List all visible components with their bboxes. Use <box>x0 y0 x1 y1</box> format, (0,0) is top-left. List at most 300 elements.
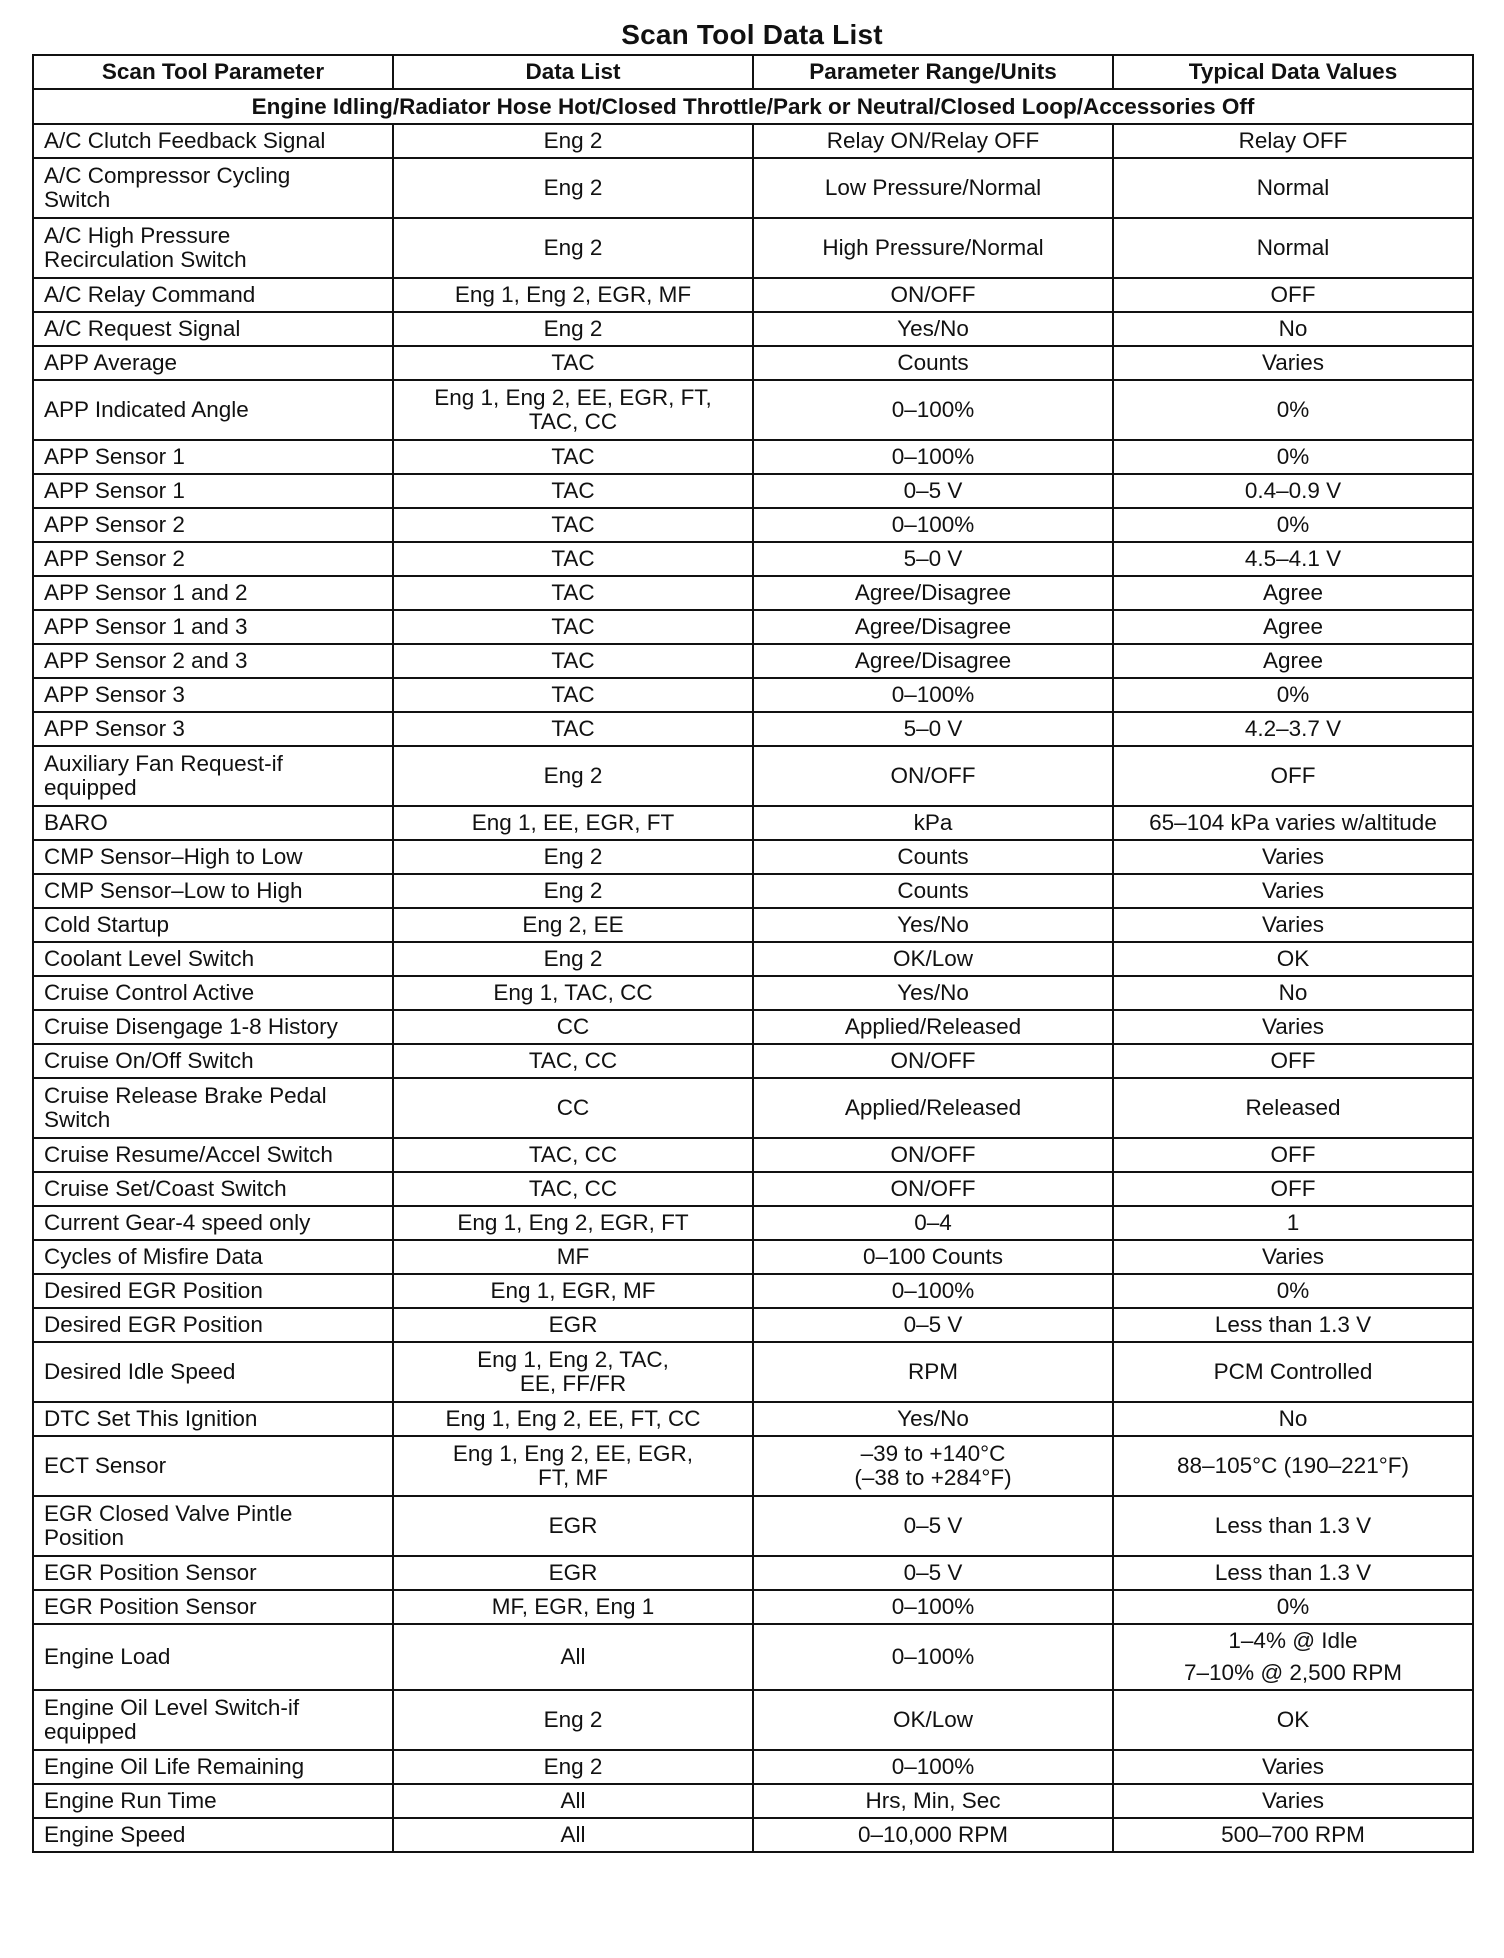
cell-text: APP Sensor 1 and 3 <box>44 614 248 639</box>
cell-text: Eng 1, EGR, MF <box>490 1278 656 1303</box>
cell-typical-value <box>1113 1010 1473 1044</box>
operating-condition: Engine Idling/Radiator Hose Hot/Closed Throttle/Park or Neutral/Closed Loop/Accessories Off <box>33 89 1473 124</box>
cell-text: equipped <box>44 775 137 800</box>
cell-text: Applied/Released <box>844 1014 1022 1039</box>
cell-text: Eng 1, Eng 2, TAC, <box>477 1347 669 1372</box>
table-row <box>33 1138 1473 1172</box>
table-row <box>33 542 1473 576</box>
cell-range-units <box>753 840 1113 874</box>
cell-text: Eng 1, Eng 2, EE, FT, CC <box>445 1406 701 1431</box>
table-row <box>33 1784 1473 1818</box>
cell-text: Varies <box>1261 350 1325 375</box>
cell-text: Yes/No <box>897 1406 969 1431</box>
cell-text: APP Indicated Angle <box>44 397 249 422</box>
cell-text: Yes/No <box>897 980 969 1005</box>
cell-text: TAC <box>551 648 595 673</box>
table-row <box>33 942 1473 976</box>
cell-text: Normal <box>1256 235 1330 260</box>
cell-text: Cruise Disengage 1-8 History <box>44 1014 338 1039</box>
cell-text: FT, MF <box>538 1465 608 1490</box>
cell-text: No <box>1278 980 1308 1005</box>
cell-range-units <box>753 1818 1113 1852</box>
cell-text: Agree <box>1262 648 1324 673</box>
cell-text: No <box>1278 316 1308 341</box>
cell-text: 5–0 V <box>903 546 963 571</box>
cell-typical-value <box>1113 1274 1473 1308</box>
cell-range-units <box>753 124 1113 158</box>
cell-typical-value <box>1113 508 1473 542</box>
cell-data-list <box>393 1818 753 1852</box>
cell-text: All <box>560 1822 586 1847</box>
cell-text: ON/OFF <box>890 1142 976 1167</box>
table-row <box>33 346 1473 380</box>
cell-text: Cruise Resume/Accel Switch <box>44 1142 333 1167</box>
cell-text: OFF <box>1270 1176 1316 1201</box>
cell-text: Eng 1, EE, EGR, FT <box>471 810 675 835</box>
cell-range-units <box>753 1690 1113 1750</box>
cell-text: OFF <box>1270 282 1316 307</box>
cell-range-units <box>753 976 1113 1010</box>
cell-text: APP Average <box>44 350 178 375</box>
cell-data-list <box>393 1240 753 1274</box>
cell-range-units <box>753 1138 1113 1172</box>
cell-text: Cruise Control Active <box>44 980 255 1005</box>
cell-text: 0–5 V <box>903 478 963 503</box>
cell-range-units <box>753 1044 1113 1078</box>
cell-range-units <box>753 1274 1113 1308</box>
cell-range-units <box>753 1750 1113 1784</box>
cell-text: A/C Compressor Cycling <box>44 163 291 188</box>
column-header-parameter: Scan Tool Parameter <box>33 55 393 89</box>
cell-parameter <box>33 542 393 576</box>
table-header <box>33 55 1473 124</box>
cell-text: Low Pressure/Normal <box>824 175 1042 200</box>
cell-text: Cruise Set/Coast Switch <box>44 1176 287 1201</box>
cell-typical-value <box>1113 1240 1473 1274</box>
cell-text: TAC <box>551 682 595 707</box>
cell-data-list <box>393 1624 753 1690</box>
cell-typical-value <box>1113 1590 1473 1624</box>
table-row <box>33 1402 1473 1436</box>
cell-text: Varies <box>1261 1788 1325 1813</box>
cell-range-units <box>753 1402 1113 1436</box>
cell-text: Agree/Disagree <box>854 614 1012 639</box>
cell-text: Eng 1, Eng 2, EE, EGR, FT, <box>434 385 712 410</box>
cell-typical-value <box>1113 712 1473 746</box>
table-row <box>33 474 1473 508</box>
cell-text: ON/OFF <box>890 1176 976 1201</box>
table-row <box>33 610 1473 644</box>
cell-text: Switch <box>44 1107 111 1132</box>
cell-text: Eng 2 <box>543 844 603 869</box>
cell-parameter <box>33 1436 393 1496</box>
column-header-typical-values: Typical Data Values <box>1113 55 1473 89</box>
cell-text: Eng 1, Eng 2, EGR, MF <box>454 282 692 307</box>
cell-text: TAC <box>551 350 595 375</box>
cell-text: Eng 2 <box>543 128 603 153</box>
cell-text: Eng 2 <box>543 763 603 788</box>
cell-typical-value <box>1113 346 1473 380</box>
cell-data-list <box>393 1402 753 1436</box>
cell-parameter <box>33 1402 393 1436</box>
cell-data-list <box>393 346 753 380</box>
cell-text: 7–10% @ 2,500 RPM <box>1184 1660 1402 1685</box>
table-row <box>33 840 1473 874</box>
cell-range-units <box>753 1308 1113 1342</box>
cell-text: APP Sensor 1 <box>44 444 185 469</box>
cell-typical-value <box>1113 1044 1473 1078</box>
cell-text: CMP Sensor–High to Low <box>44 844 303 869</box>
cell-text: Eng 2 <box>543 316 603 341</box>
cell-text: Varies <box>1261 1244 1325 1269</box>
cell-text: Desired Idle Speed <box>44 1359 236 1384</box>
cell-typical-value <box>1113 576 1473 610</box>
cell-text: TAC <box>551 512 595 537</box>
cell-text: Coolant Level Switch <box>44 946 255 971</box>
cell-typical-value <box>1113 1308 1473 1342</box>
operating-condition-row <box>33 89 1473 124</box>
cell-text: Eng 1, TAC, CC <box>493 980 653 1005</box>
cell-text: TAC, CC <box>528 1176 618 1201</box>
cell-typical-value <box>1113 542 1473 576</box>
cell-typical-value <box>1113 976 1473 1010</box>
header-row <box>33 55 1473 89</box>
cell-range-units <box>753 712 1113 746</box>
cell-range-units <box>753 1078 1113 1138</box>
cell-range-units <box>753 542 1113 576</box>
cell-data-list <box>393 1308 753 1342</box>
cell-parameter <box>33 1556 393 1590</box>
table-row <box>33 508 1473 542</box>
cell-text: OK/Low <box>892 946 974 971</box>
cell-parameter <box>33 1624 393 1690</box>
cell-data-list <box>393 874 753 908</box>
cell-parameter <box>33 158 393 218</box>
cell-text: Less than 1.3 V <box>1214 1560 1372 1585</box>
cell-parameter <box>33 1308 393 1342</box>
cell-data-list <box>393 610 753 644</box>
cell-text: ON/OFF <box>890 282 976 307</box>
cell-text: Cold Startup <box>44 912 170 937</box>
cell-text: Agree/Disagree <box>854 580 1012 605</box>
cell-text: RPM <box>908 1359 958 1384</box>
cell-text: Eng 2 <box>543 946 603 971</box>
cell-typical-value <box>1113 1342 1473 1402</box>
cell-text: Counts <box>897 844 969 869</box>
cell-text: OK <box>1276 946 1310 971</box>
cell-data-list <box>393 1750 753 1784</box>
cell-text: 0% <box>1276 682 1310 707</box>
cell-data-list <box>393 1690 753 1750</box>
cell-text: Cruise Release Brake Pedal <box>44 1083 327 1108</box>
cell-typical-value <box>1113 1496 1473 1556</box>
cell-text: 0–5 V <box>903 1560 963 1585</box>
table-row <box>33 1818 1473 1852</box>
cell-text: EGR <box>548 1560 598 1585</box>
cell-text: Recirculation Switch <box>44 247 247 272</box>
cell-data-list <box>393 1556 753 1590</box>
cell-text: Engine Load <box>44 1644 171 1669</box>
cell-range-units <box>753 440 1113 474</box>
cell-parameter <box>33 1690 393 1750</box>
cell-text: TAC, CC <box>528 1142 618 1167</box>
cell-range-units <box>753 1240 1113 1274</box>
cell-text: 500–700 RPM <box>1221 1822 1365 1847</box>
cell-text: 4.5–4.1 V <box>1244 546 1342 571</box>
cell-text: CC <box>556 1014 590 1039</box>
cell-parameter <box>33 1240 393 1274</box>
cell-data-list <box>393 158 753 218</box>
cell-data-list <box>393 1274 753 1308</box>
cell-text: 0% <box>1276 1278 1310 1303</box>
cell-text: 0% <box>1276 444 1310 469</box>
cell-data-list <box>393 1010 753 1044</box>
cell-text: 0–100% <box>891 444 975 469</box>
cell-range-units <box>753 278 1113 312</box>
cell-text: 0–5 V <box>903 1312 963 1337</box>
cell-text: Less than 1.3 V <box>1214 1312 1372 1337</box>
cell-text: Yes/No <box>897 316 969 341</box>
cell-range-units <box>753 508 1113 542</box>
cell-parameter <box>33 1496 393 1556</box>
cell-text: APP Sensor 2 <box>44 512 185 537</box>
table-row <box>33 712 1473 746</box>
table-row <box>33 124 1473 158</box>
cell-data-list <box>393 1590 753 1624</box>
cell-data-list <box>393 312 753 346</box>
cell-typical-value <box>1113 806 1473 840</box>
cell-text: 88–105°C (190–221°F) <box>1177 1453 1409 1478</box>
cell-data-list <box>393 542 753 576</box>
cell-parameter <box>33 840 393 874</box>
table-row <box>33 678 1473 712</box>
cell-text: Engine Oil Level Switch-if <box>44 1695 300 1720</box>
cell-parameter <box>33 678 393 712</box>
cell-text: TAC, CC <box>528 409 618 434</box>
cell-data-list <box>393 1172 753 1206</box>
cell-range-units <box>753 908 1113 942</box>
cell-text: APP Sensor 1 <box>44 478 185 503</box>
cell-text: Current Gear-4 speed only <box>44 1210 311 1235</box>
cell-typical-value <box>1113 312 1473 346</box>
table-row <box>33 1044 1473 1078</box>
table-row <box>33 874 1473 908</box>
cell-text: OFF <box>1270 1048 1316 1073</box>
table-row <box>33 806 1473 840</box>
table-row <box>33 1556 1473 1590</box>
cell-data-list <box>393 908 753 942</box>
scan-tool-data-table <box>32 54 1474 1853</box>
cell-text: 0% <box>1276 397 1310 422</box>
cell-text: TAC <box>551 580 595 605</box>
cell-text: Relay ON/Relay OFF <box>826 128 1040 153</box>
cell-parameter <box>33 1342 393 1402</box>
cell-text: Counts <box>897 350 969 375</box>
cell-typical-value <box>1113 1690 1473 1750</box>
table-row <box>33 644 1473 678</box>
cell-parameter <box>33 908 393 942</box>
cell-parameter <box>33 440 393 474</box>
cell-typical-value <box>1113 610 1473 644</box>
cell-data-list <box>393 278 753 312</box>
cell-text: CMP Sensor–Low to High <box>44 878 303 903</box>
cell-data-list <box>393 1206 753 1240</box>
cell-text: 0–100% <box>891 1594 975 1619</box>
cell-parameter <box>33 1138 393 1172</box>
cell-data-list <box>393 380 753 440</box>
cell-text: Less than 1.3 V <box>1214 1513 1372 1538</box>
cell-parameter <box>33 474 393 508</box>
cell-text: EGR Position Sensor <box>44 1560 257 1585</box>
cell-text: All <box>560 1644 586 1669</box>
cell-text: OFF <box>1270 763 1316 788</box>
cell-text: Agree <box>1262 580 1324 605</box>
cell-typical-value <box>1113 1624 1473 1690</box>
table-row <box>33 1342 1473 1402</box>
cell-text: Eng 2 <box>543 1754 603 1779</box>
cell-text: Eng 1, Eng 2, EGR, FT <box>457 1210 689 1235</box>
cell-parameter <box>33 806 393 840</box>
table-row <box>33 278 1473 312</box>
cell-text: APP Sensor 3 <box>44 682 185 707</box>
cell-typical-value <box>1113 942 1473 976</box>
table-row <box>33 976 1473 1010</box>
cell-text: Yes/No <box>897 912 969 937</box>
cell-parameter <box>33 1206 393 1240</box>
cell-typical-value <box>1113 218 1473 278</box>
cell-text: Cruise On/Off Switch <box>44 1048 254 1073</box>
cell-text: kPa <box>913 810 953 835</box>
cell-text: Eng 2 <box>543 878 603 903</box>
cell-text: equipped <box>44 1719 137 1744</box>
cell-range-units <box>753 746 1113 806</box>
table-row <box>33 1624 1473 1690</box>
cell-text: Agree/Disagree <box>854 648 1012 673</box>
cell-text: TAC <box>551 444 595 469</box>
column-header-range-units: Parameter Range/Units <box>753 55 1113 89</box>
cell-text: APP Sensor 1 and 2 <box>44 580 248 605</box>
cell-text: 1–4% @ Idle <box>1228 1628 1358 1653</box>
cell-text: A/C Request Signal <box>44 316 241 341</box>
cell-text: ON/OFF <box>890 763 976 788</box>
cell-data-list <box>393 508 753 542</box>
cell-text: Engine Speed <box>44 1822 186 1847</box>
cell-text: Auxiliary Fan Request-if <box>44 751 283 776</box>
cell-parameter <box>33 1818 393 1852</box>
cell-text: Position <box>44 1525 125 1550</box>
cell-typical-value <box>1113 474 1473 508</box>
cell-text: Switch <box>44 187 111 212</box>
page-title: Scan Tool Data List <box>621 19 883 50</box>
table-row <box>33 1436 1473 1496</box>
cell-range-units <box>753 1342 1113 1402</box>
cell-text: 1 <box>1286 1210 1300 1235</box>
cell-typical-value <box>1113 678 1473 712</box>
cell-data-list <box>393 1342 753 1402</box>
cell-parameter <box>33 278 393 312</box>
cell-data-list <box>393 1496 753 1556</box>
cell-typical-value <box>1113 1750 1473 1784</box>
cell-parameter <box>33 746 393 806</box>
cell-text: 0.4–0.9 V <box>1244 478 1342 503</box>
cell-text: EGR <box>548 1513 598 1538</box>
cell-data-list <box>393 576 753 610</box>
table-row <box>33 1274 1473 1308</box>
cell-text: TAC <box>551 546 595 571</box>
cell-text: Released <box>1245 1095 1341 1120</box>
cell-text: Varies <box>1261 912 1325 937</box>
cell-text: TAC <box>551 716 595 741</box>
table-row <box>33 1590 1473 1624</box>
cell-parameter <box>33 508 393 542</box>
cell-data-list <box>393 644 753 678</box>
cell-range-units <box>753 218 1113 278</box>
table-row <box>33 1240 1473 1274</box>
table-row <box>33 1010 1473 1044</box>
table-row <box>33 1496 1473 1556</box>
cell-parameter <box>33 976 393 1010</box>
cell-typical-value <box>1113 1784 1473 1818</box>
cell-text: (–38 to +284°F) <box>854 1465 1012 1490</box>
table-row <box>33 746 1473 806</box>
cell-range-units <box>753 1624 1113 1690</box>
cell-text: A/C Relay Command <box>44 282 256 307</box>
cell-parameter <box>33 874 393 908</box>
cell-range-units <box>753 1010 1113 1044</box>
cell-text: Engine Oil Life Remaining <box>44 1754 305 1779</box>
table-body <box>33 124 1473 1852</box>
cell-text: APP Sensor 2 <box>44 546 185 571</box>
cell-text: OK/Low <box>892 1707 974 1732</box>
table-row <box>33 1172 1473 1206</box>
cell-range-units <box>753 678 1113 712</box>
cell-text: –39 to +140°C <box>860 1441 1006 1466</box>
cell-text: Cycles of Misfire Data <box>44 1244 263 1269</box>
cell-data-list <box>393 1044 753 1078</box>
cell-range-units <box>753 346 1113 380</box>
cell-text: A/C Clutch Feedback Signal <box>44 128 326 153</box>
cell-data-list <box>393 440 753 474</box>
cell-text: 5–0 V <box>903 716 963 741</box>
cell-text: OK <box>1276 1707 1310 1732</box>
cell-data-list <box>393 1436 753 1496</box>
cell-data-list <box>393 124 753 158</box>
cell-text: 0–100% <box>891 682 975 707</box>
cell-parameter <box>33 1044 393 1078</box>
cell-text: 0–5 V <box>903 1513 963 1538</box>
table-row <box>33 1308 1473 1342</box>
cell-data-list <box>393 942 753 976</box>
cell-text: Varies <box>1261 844 1325 869</box>
table-row <box>33 1078 1473 1138</box>
cell-range-units <box>753 474 1113 508</box>
cell-text: Eng 2 <box>543 1707 603 1732</box>
cell-text: A/C High Pressure <box>44 223 231 248</box>
cell-parameter <box>33 712 393 746</box>
cell-text: CC <box>556 1095 590 1120</box>
cell-range-units <box>753 1496 1113 1556</box>
cell-text: Varies <box>1261 878 1325 903</box>
cell-range-units <box>753 1172 1113 1206</box>
cell-text: Desired EGR Position <box>44 1312 263 1337</box>
cell-text: ON/OFF <box>890 1048 976 1073</box>
cell-text: High Pressure/Normal <box>822 235 1044 260</box>
cell-data-list <box>393 218 753 278</box>
cell-typical-value <box>1113 1402 1473 1436</box>
cell-range-units <box>753 610 1113 644</box>
cell-text: 0–100% <box>891 1644 975 1669</box>
cell-typical-value <box>1113 840 1473 874</box>
